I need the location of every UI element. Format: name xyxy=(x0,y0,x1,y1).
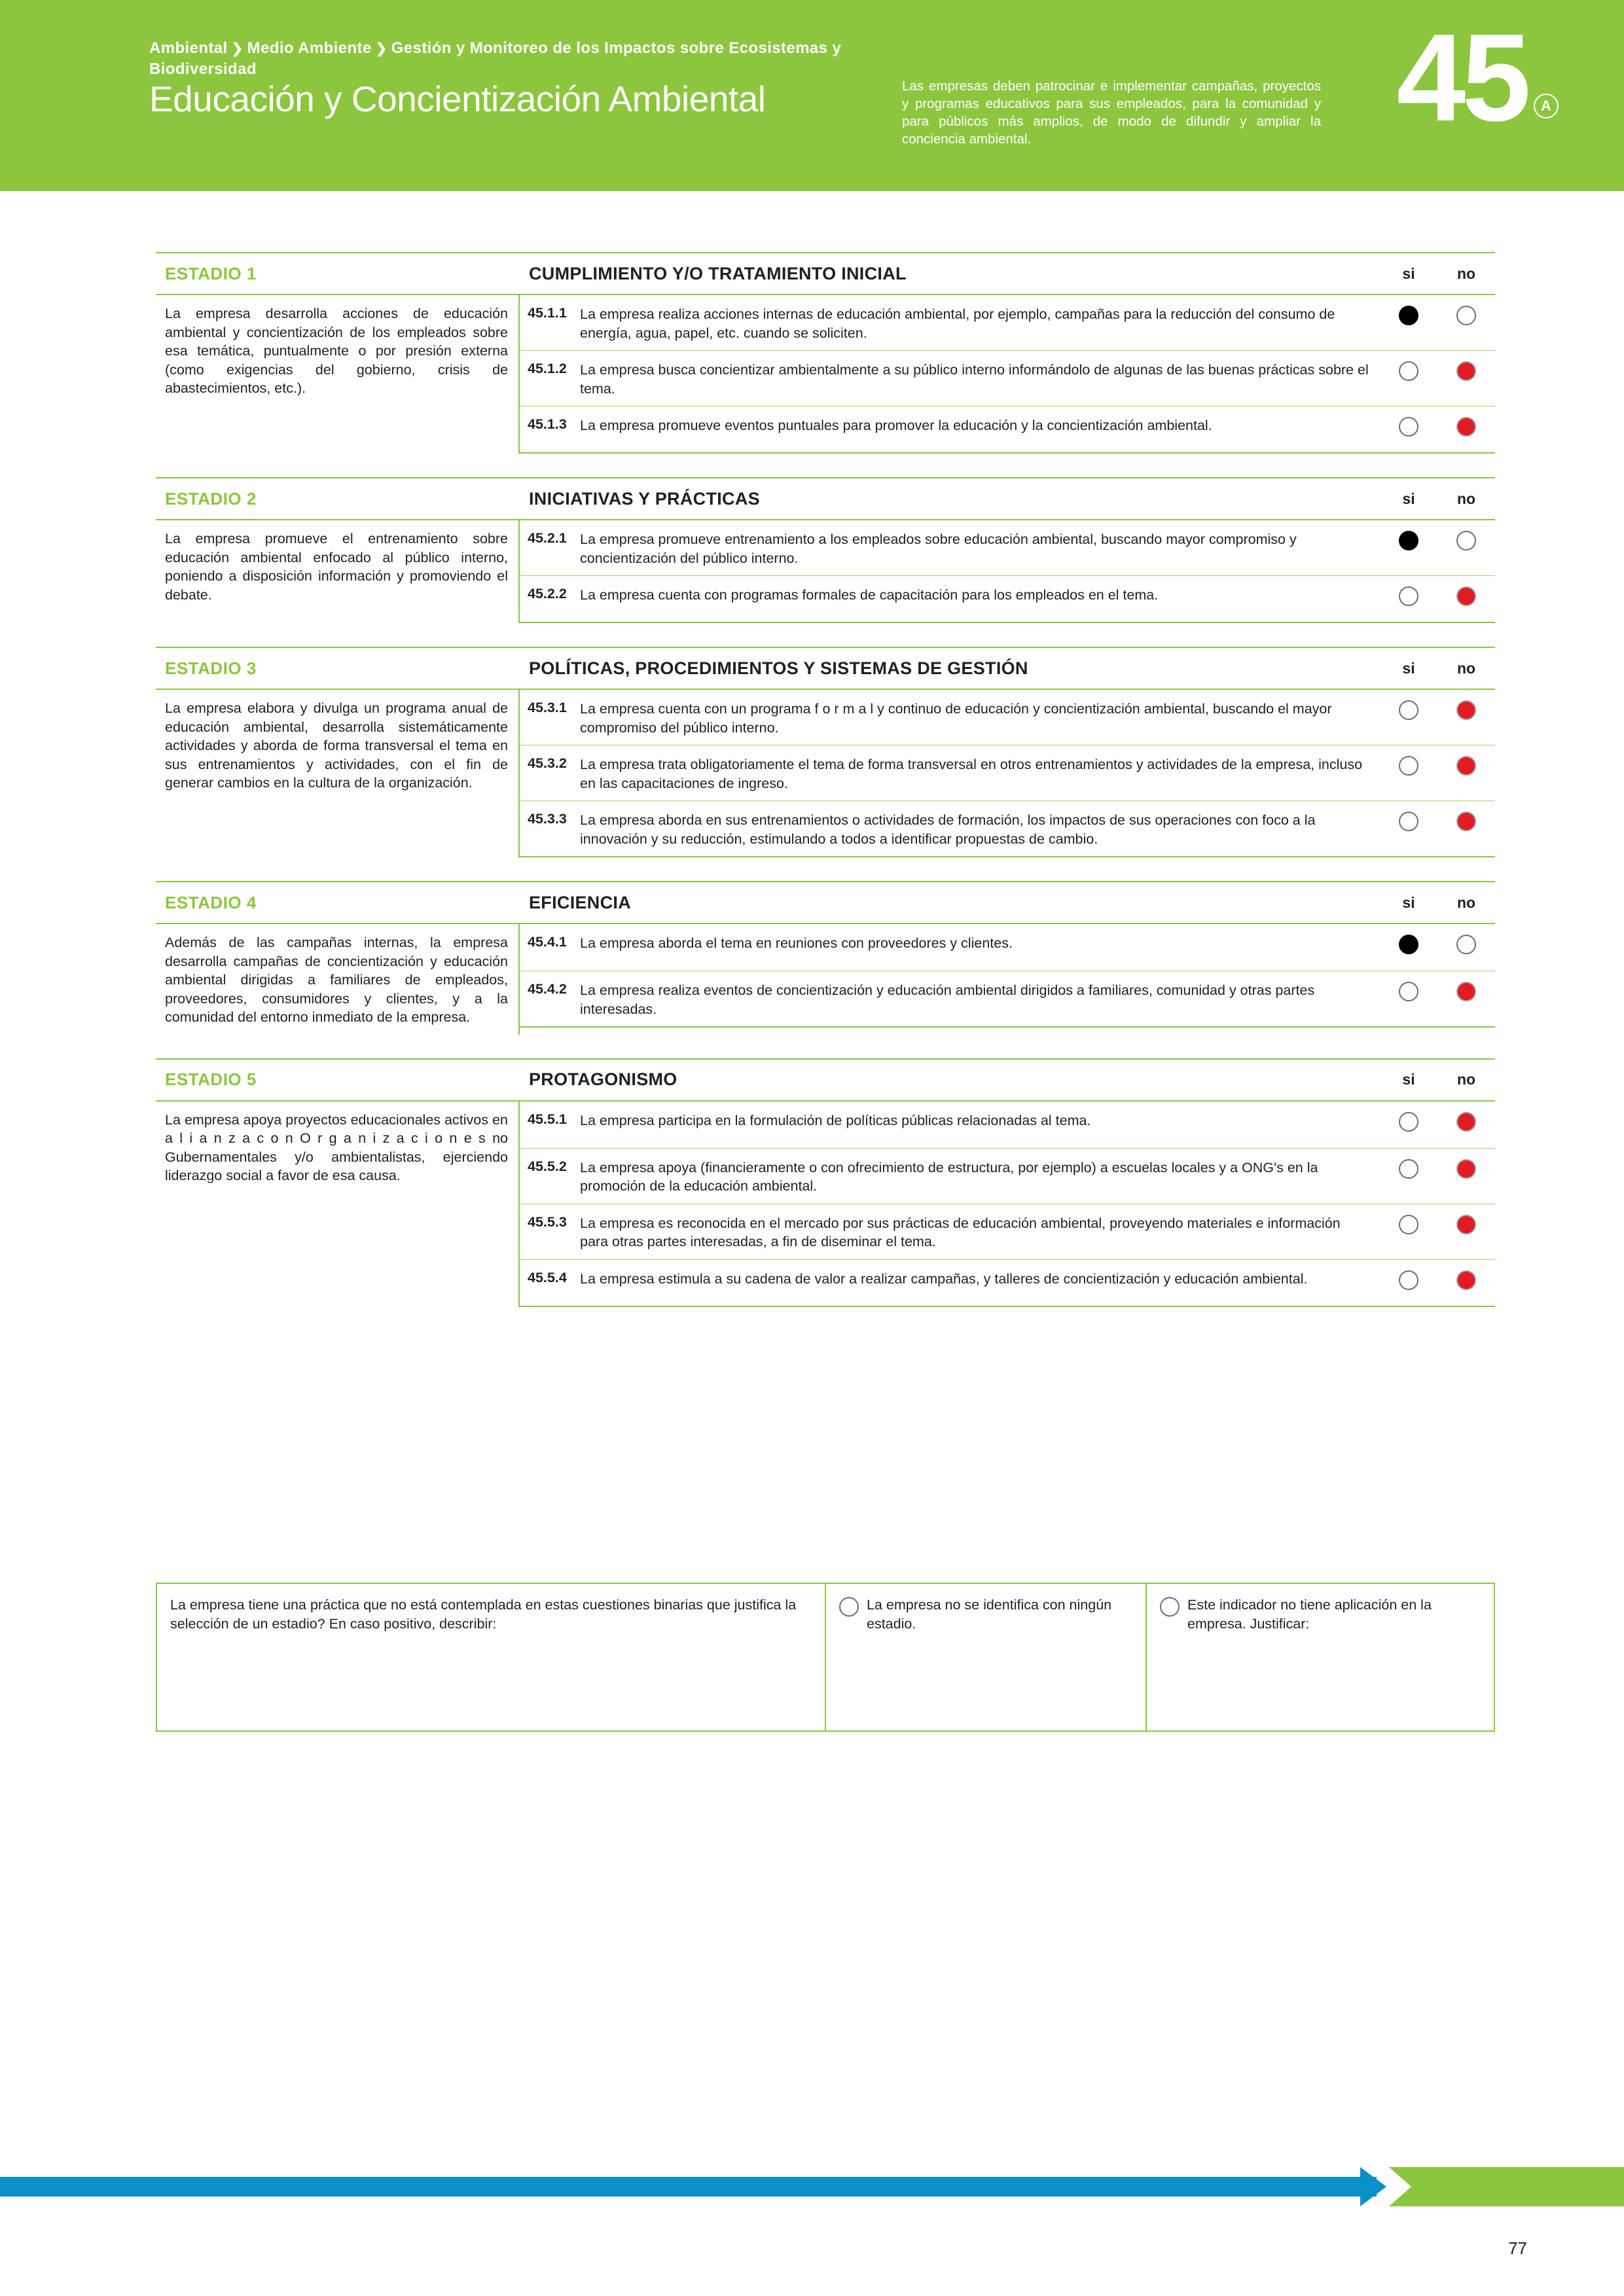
stage-title-3: POLÍTICAS, PROCEDIMIENTOS Y SISTEMAS DE GESTIÓN xyxy=(529,658,1028,678)
question-text: La empresa participa en la formulación de políticas públicas relacionadas al tema. xyxy=(580,1112,1091,1128)
radio-not-applicable-icon[interactable] xyxy=(1160,1597,1180,1617)
answer-no[interactable] xyxy=(1437,1149,1495,1204)
radio-no-icon[interactable] xyxy=(1456,756,1476,776)
stage-header-1 xyxy=(156,252,1495,295)
question-number: 45.4.2 xyxy=(528,981,567,997)
table-row xyxy=(520,1204,1495,1260)
question-number: 45.3.1 xyxy=(528,700,567,715)
breadcrumb-item-1: Medio Ambiente xyxy=(247,39,372,57)
spacer xyxy=(156,623,1495,647)
radio-no-icon[interactable] xyxy=(1456,1159,1476,1179)
table-row xyxy=(520,1260,1495,1307)
radio-si-icon[interactable] xyxy=(1399,982,1418,1001)
radio-si-icon[interactable] xyxy=(1399,935,1418,954)
question-text: La empresa aborda el tema en reuniones con proveedores y clientes. xyxy=(580,935,1013,951)
indicator-table xyxy=(156,252,1495,1307)
breadcrumb-item-0: Ambiental xyxy=(149,39,228,57)
radio-si-icon[interactable] xyxy=(1399,700,1418,720)
stage-title-4: EFICIENCIA xyxy=(529,892,632,912)
question-number: 45.5.3 xyxy=(528,1213,567,1230)
notes-box xyxy=(156,1583,1495,1732)
radio-si-icon[interactable] xyxy=(1399,812,1418,831)
indicator-number: 45 xyxy=(1396,9,1527,147)
column-header-no: no xyxy=(1456,1071,1476,1088)
answer-no[interactable] xyxy=(1437,801,1495,856)
question-number: 45.5.4 xyxy=(528,1269,567,1285)
question-number: 45.3.2 xyxy=(528,755,567,771)
answer-si[interactable] xyxy=(1380,690,1437,745)
radio-si-icon[interactable] xyxy=(1399,1112,1418,1132)
table-row xyxy=(520,971,1495,1028)
radio-si-icon[interactable] xyxy=(1399,531,1418,550)
radio-si-icon[interactable] xyxy=(1399,756,1418,776)
question-text: La empresa aborda en sus entrenamientos o actividades de formación, los impactos de sus operaciones con foco a la innovación y su reducción, estimulando a todos a identificar propuestas de cambio. xyxy=(580,812,1316,847)
column-header-no: no xyxy=(1456,264,1476,282)
column-header-no: no xyxy=(1456,659,1476,677)
question-number: 45.5.2 xyxy=(528,1158,567,1174)
note-not-applicable-option[interactable] xyxy=(1147,1584,1494,1731)
stage-body-4 xyxy=(156,924,1495,1035)
radio-no-icon[interactable] xyxy=(1456,700,1476,720)
stage-block-1 xyxy=(156,252,1495,454)
stage-questions-3 xyxy=(520,690,1495,857)
stage-header-2 xyxy=(156,477,1495,520)
stage-questions-2 xyxy=(520,520,1495,623)
answer-no[interactable] xyxy=(1437,690,1495,745)
answer-no[interactable] xyxy=(1437,924,1495,971)
answer-no[interactable] xyxy=(1437,295,1495,350)
ambiental-badge-icon: A xyxy=(1534,94,1559,118)
answer-si[interactable] xyxy=(1380,406,1437,452)
stage-description-4: Además de las campañas internas, la empresa desarrolla campañas de concientización y educación ambiental dirigidas a familiares de empleados, proveedores, consumidores y clientes, y a la comunidad del entorno inmediato de la empresa. xyxy=(156,924,520,1035)
page-title: Educación y Concientización Ambiental xyxy=(149,79,766,119)
note-practice-label: La empresa tiene una práctica que no está contemplada en estas cuestiones binarias que justifica la selección de un estadio? En caso positivo, describir: xyxy=(170,1597,797,1632)
breadcrumb-separator: ❯ xyxy=(231,41,244,56)
stage-title-1: CUMPLIMIENTO Y/O TRATAMIENTO INICIAL xyxy=(529,263,907,283)
question-text: La empresa realiza acciones internas de educación ambiental, por ejemplo, campañas para la reducción del consumo de energía, agua, papel, etc. cuando se soliciten. xyxy=(580,306,1335,341)
table-row xyxy=(520,1149,1495,1204)
answer-no[interactable] xyxy=(1437,520,1495,575)
question-text: La empresa realiza eventos de concientización y educación ambiental dirigidos a familiares, comunidad y otras partes interesadas. xyxy=(580,982,1315,1017)
stage-header-3 xyxy=(156,647,1495,690)
radio-no-icon[interactable] xyxy=(1456,1215,1476,1234)
breadcrumb-item-2: Gestión y Monitoreo de los Impactos sobre Ecosistemas y Biodiversidad xyxy=(149,39,842,78)
radio-no-icon[interactable] xyxy=(1456,982,1476,1001)
radio-no-icon[interactable] xyxy=(1456,812,1476,831)
answer-si[interactable] xyxy=(1380,295,1437,350)
stage-label-4: ESTADIO 4 xyxy=(165,892,257,912)
stage-questions-4 xyxy=(520,924,1495,1035)
answer-no[interactable] xyxy=(1437,971,1495,1026)
radio-no-icon[interactable] xyxy=(1456,1112,1476,1132)
spacer xyxy=(156,857,1495,881)
stage-block-5 xyxy=(156,1058,1495,1307)
question-number: 45.5.1 xyxy=(528,1111,567,1127)
question-text: La empresa promueve entrenamiento a los empleados sobre educación ambiental, buscando mayor compromiso y concientización del público interno. xyxy=(580,531,1297,566)
question-text: La empresa cuenta con un programa f o r m a l y continuo de educación y concientización ambiental, buscando el mayor compromiso del público interno. xyxy=(580,701,1332,736)
question-text: La empresa estimula a su cadena de valor a realizar campañas, y talleres de concientización y educación ambiental. xyxy=(580,1270,1308,1287)
answer-no[interactable] xyxy=(1437,1204,1495,1259)
table-row xyxy=(520,745,1495,801)
radio-no-icon[interactable] xyxy=(1456,1270,1476,1290)
table-row xyxy=(520,801,1495,857)
stage-header-5 xyxy=(156,1058,1495,1102)
question-number: 45.2.1 xyxy=(528,530,567,546)
radio-si-icon[interactable] xyxy=(1399,361,1418,381)
question-text: La empresa cuenta con programas formales de capacitación para los empleados en el tema. xyxy=(580,587,1159,603)
stage-description-2: La empresa promueve el entrenamiento sobre educación ambiental enfocado al público interno, poniendo a disposición información y promoviendo el debate. xyxy=(156,520,520,623)
breadcrumb xyxy=(149,38,902,79)
column-header-no: no xyxy=(1456,893,1476,911)
radio-no-icon[interactable] xyxy=(1456,306,1476,325)
breadcrumb-separator: ❯ xyxy=(375,41,388,56)
question-number: 45.3.3 xyxy=(528,811,567,827)
answer-si[interactable] xyxy=(1380,1149,1437,1204)
radio-si-icon[interactable] xyxy=(1399,586,1418,606)
question-number: 45.1.1 xyxy=(528,305,567,321)
stage-questions-5 xyxy=(520,1102,1495,1307)
answer-no[interactable] xyxy=(1437,351,1495,406)
question-number: 45.1.2 xyxy=(528,361,567,376)
radio-no-icon[interactable] xyxy=(1456,586,1476,606)
question-text: La empresa promueve eventos puntuales para promover la educación y la concientización ambiental. xyxy=(580,418,1212,433)
question-number: 45.1.3 xyxy=(528,416,567,432)
table-row xyxy=(520,295,1495,351)
page-header xyxy=(0,0,1624,191)
stage-block-2 xyxy=(156,477,1495,623)
column-header-si: si xyxy=(1402,893,1415,911)
question-number: 45.2.2 xyxy=(528,586,567,601)
radio-si-icon[interactable] xyxy=(1399,417,1418,437)
stage-questions-1 xyxy=(520,295,1495,454)
question-text: La empresa busca concientizar ambientalmente a su público interno informándolo de algunas de las buenas prácticas sobre el tema. xyxy=(580,362,1369,397)
note-not-applicable-label: Este indicador no tiene aplicación en la empresa. Justificar: xyxy=(1187,1597,1432,1632)
stage-header-4 xyxy=(156,881,1495,924)
radio-no-icon[interactable] xyxy=(1456,361,1476,381)
stage-label-5: ESTADIO 5 xyxy=(165,1069,257,1089)
table-row xyxy=(520,924,1495,971)
answer-no[interactable] xyxy=(1437,1260,1495,1306)
stage-body-5 xyxy=(156,1102,1495,1307)
footer-arrow-icon xyxy=(1360,2167,1386,2206)
radio-no-stage-icon[interactable] xyxy=(839,1597,859,1617)
answer-no[interactable] xyxy=(1437,745,1495,800)
stage-body-3 xyxy=(156,690,1495,857)
column-header-no: no xyxy=(1456,490,1476,507)
answer-no[interactable] xyxy=(1437,406,1495,452)
radio-no-icon[interactable] xyxy=(1456,531,1476,550)
stage-title-5: PROTAGONISMO xyxy=(529,1069,677,1089)
radio-no-icon[interactable] xyxy=(1456,935,1476,954)
question-text: La empresa apoya (financieramente o con ofrecimiento de estructura, por ejemplo) a escuelas locales y a ONG's en la promoción de la educación ambiental. xyxy=(580,1159,1318,1194)
spacer xyxy=(156,1035,1495,1058)
answer-si[interactable] xyxy=(1380,971,1437,1026)
footer-blue-bar xyxy=(0,2177,1377,2197)
stage-description-5: La empresa apoya proyectos educacionales activos en a l i a n z a c o n O r g a n i z a c i o n e s no Gubernamentales y/o ambientalistas, ejerciendo liderazgo social a favor de esa causa. xyxy=(156,1102,520,1307)
answer-no[interactable] xyxy=(1437,1102,1495,1148)
answer-si[interactable] xyxy=(1380,351,1437,406)
answer-si[interactable] xyxy=(1380,745,1437,800)
answer-si[interactable] xyxy=(1380,1204,1437,1259)
stage-label-2: ESTADIO 2 xyxy=(165,488,257,509)
radio-si-icon[interactable] xyxy=(1399,1159,1418,1179)
question-number: 45.4.1 xyxy=(528,934,567,950)
table-row xyxy=(520,520,1495,576)
page-number: 77 xyxy=(1508,2238,1527,2258)
stage-title-2: INICIATIVAS Y PRÁCTICAS xyxy=(529,488,760,509)
question-text: La empresa trata obligatoriamente el tema de forma transversal en otros entrenamientos y actividades de la empresa, incluso en las capacitaciones de ingreso. xyxy=(580,757,1363,791)
table-row xyxy=(520,576,1495,623)
note-no-stage-label: La empresa no se identifica con ningún estadio. xyxy=(867,1597,1112,1632)
table-row xyxy=(520,406,1495,454)
note-no-stage-option[interactable] xyxy=(826,1584,1147,1731)
stage-block-4 xyxy=(156,881,1495,1035)
answer-si[interactable] xyxy=(1380,520,1437,575)
answer-si[interactable] xyxy=(1380,924,1437,971)
answer-si[interactable] xyxy=(1380,1102,1437,1148)
radio-no-icon[interactable] xyxy=(1456,417,1476,437)
stage-description-3: La empresa elabora y divulga un programa anual de educación ambiental, desarrolla sistemáticamente actividades y aborda de forma transversal el tema en sus entrenamientos y actividades, con el fin de generar cambios en la cultura de la organización. xyxy=(156,690,520,857)
column-header-si: si xyxy=(1402,264,1415,282)
question-text: La empresa es reconocida en el mercado por sus prácticas de educación ambiental, proveyendo materiales e información para otras partes interesadas, a fin de diseminar el tema. xyxy=(580,1215,1341,1249)
answer-si[interactable] xyxy=(1380,1260,1437,1306)
table-row xyxy=(520,690,1495,745)
stage-body-1 xyxy=(156,295,1495,454)
radio-si-icon[interactable] xyxy=(1399,1215,1418,1234)
column-header-si: si xyxy=(1402,659,1415,677)
answer-si[interactable] xyxy=(1380,801,1437,856)
radio-si-icon[interactable] xyxy=(1399,1270,1418,1290)
radio-si-icon[interactable] xyxy=(1399,306,1418,325)
stage-label-3: ESTADIO 3 xyxy=(165,658,257,678)
table-row xyxy=(520,351,1495,406)
note-practice-field[interactable] xyxy=(157,1584,826,1731)
stage-label-1: ESTADIO 1 xyxy=(165,263,257,283)
spacer xyxy=(156,454,1495,477)
footer-green-block xyxy=(1389,2167,1624,2206)
answer-no[interactable] xyxy=(1437,576,1495,622)
answer-si[interactable] xyxy=(1380,576,1437,622)
table-row xyxy=(520,1102,1495,1149)
stage-description-1: La empresa desarrolla acciones de educación ambiental y concientización de los empleados sobre esa temática, puntualmente o por presión externa (como exigencias del gobierno, crisis de abastecimientos, etc.). xyxy=(156,295,520,454)
column-header-si: si xyxy=(1402,490,1415,507)
page-description: Las empresas deben patrocinar e implementar campañas, proyectos y programas educativos para sus empleados, para la comunidad y para públicos más amplios, de modo de difundir y ampliar la conciencia ambiental. xyxy=(902,79,1321,147)
stage-body-2 xyxy=(156,520,1495,623)
stage-block-3 xyxy=(156,647,1495,857)
column-header-si: si xyxy=(1402,1071,1415,1088)
